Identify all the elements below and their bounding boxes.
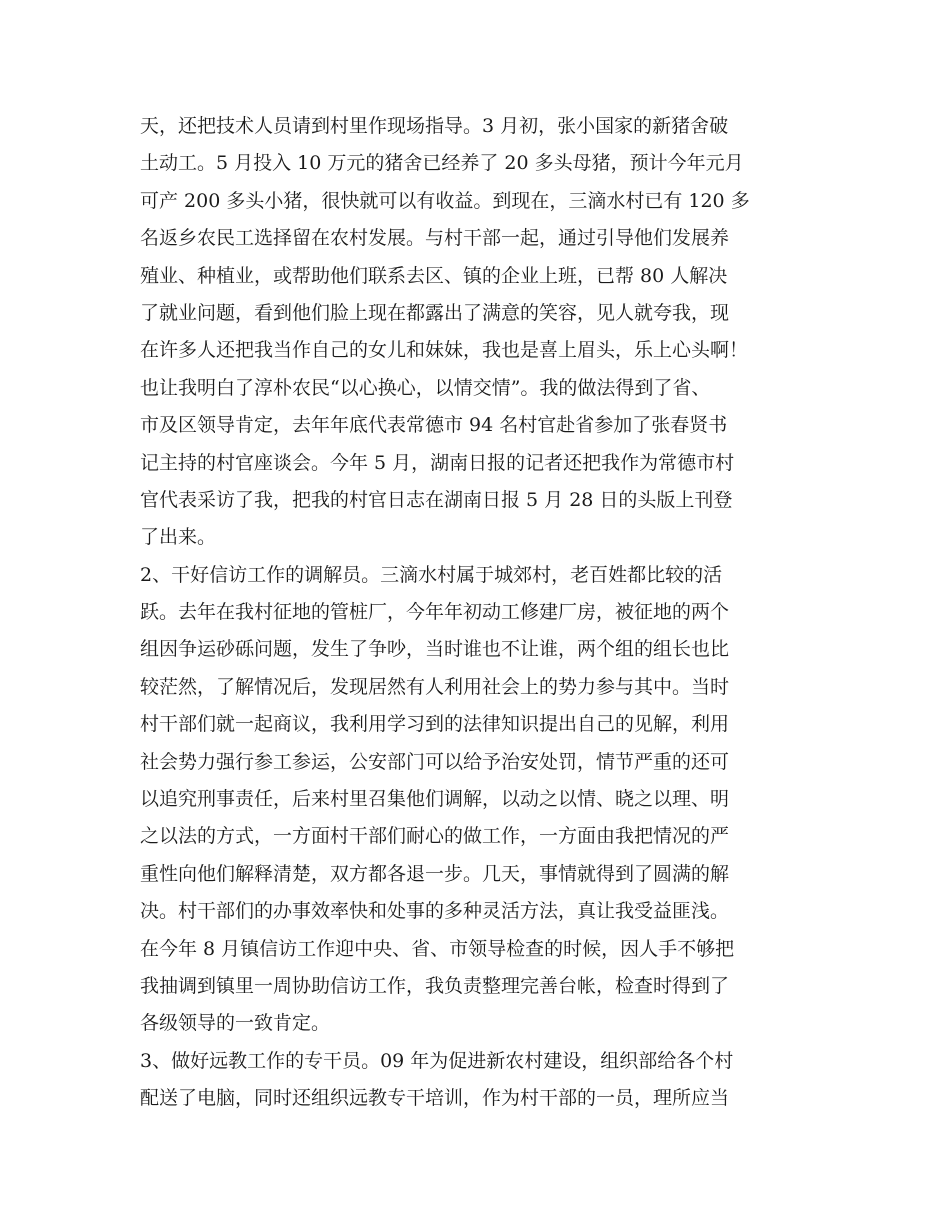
text-line: 重性向他们解释清楚，双方都各退一步。几天，事情就得到了圆满的解	[140, 862, 730, 885]
text-line: 各级领导的一致肯定。	[140, 1012, 331, 1035]
text-line: 社会势力强行参工参运，公安部门可以给予治安处罚，情节严重的还可	[140, 750, 730, 773]
text-line: 名返乡农民工选择留在农村发展。与村干部一起，通过引导他们发展养	[140, 227, 730, 250]
text-line: 记主持的村官座谈会。今年 5 月，湖南日报的记者还把我作为常德市村	[140, 451, 735, 474]
text-line: 市及区领导肯定，去年年底代表常德市 94 名村官赴省参加了张春贤书	[140, 414, 728, 437]
text-line: 我抽调到镇里一周协助信访工作，我负责整理完善台帐，检查时得到了	[140, 974, 730, 997]
text-line: 跃。去年在我村征地的管桩厂，今年年初动工修建厂房，被征地的两个	[140, 601, 730, 624]
text-line: 村干部们就一起商议，我利用学习到的法律知识提出自己的见解，利用	[140, 713, 730, 736]
body-text	[140, 108, 820, 1118]
section-heading-line: 3、做好远教工作的专干员。09 年为促进新农村建设，组织部给各个村	[140, 1049, 734, 1072]
text-line: 也让我明白了淳朴农民“以心换心，以情交情”。我的做法得到了省、	[140, 376, 711, 399]
text-line: 天，还把技术人员请到村里作现场指导。3 月初，张小国家的新猪舍破	[140, 115, 729, 137]
text-line: 土动工。5 月投入 10 万元的猪舍已经养了 20 多头母猪，预计今年元月	[140, 152, 744, 175]
text-line: 了就业问题，看到他们脸上现在都露出了满意的笑容，见人就夸我，现	[140, 301, 730, 324]
section-heading-line: 2、干好信访工作的调解员。三滴水村属于城郊村，老百姓都比较的活	[140, 563, 723, 586]
text-line: 配送了电脑，同时还组织远教专干培训，作为村干部的一员，理所应当	[140, 1087, 730, 1110]
text-line: 以追究刑事责任，后来村里召集他们调解，以动之以情、晓之以理、明	[140, 788, 730, 811]
text-line: 在今年 8 月镇信访工作迎中央、省、市领导检查的时候，因人手不够把	[140, 937, 735, 960]
text-line: 殖业、种植业，或帮助他们联系去区、镇的企业上班，已帮 80 人解决	[140, 264, 728, 287]
text-line: 组因争运砂砾问题，发生了争吵，当时谁也不让谁，两个组的组长也比	[140, 638, 730, 661]
text-line: 之以法的方式，一方面村干部们耐心的做工作，一方面由我把情况的严	[140, 825, 730, 848]
text-line: 决。村干部们的办事效率快和处事的多种灵活方法，真让我受益匪浅。	[140, 900, 730, 923]
text-line: 在许多人还把我当作自己的女儿和妹妹，我也是喜上眉头，乐上心头啊！	[140, 339, 749, 362]
text-line: 较茫然，了解情况后，发现居然有人利用社会上的势力参与其中。当时	[140, 675, 730, 698]
text-line: 了出来。	[140, 526, 217, 549]
text-line: 可产 200 多头小猪，很快就可以有收益。到现在，三滴水村已有 120 多	[140, 189, 750, 212]
text-line: 官代表采访了我，把我的村官日志在湖南日报 5 月 28 日的头版上刊登	[140, 488, 733, 511]
